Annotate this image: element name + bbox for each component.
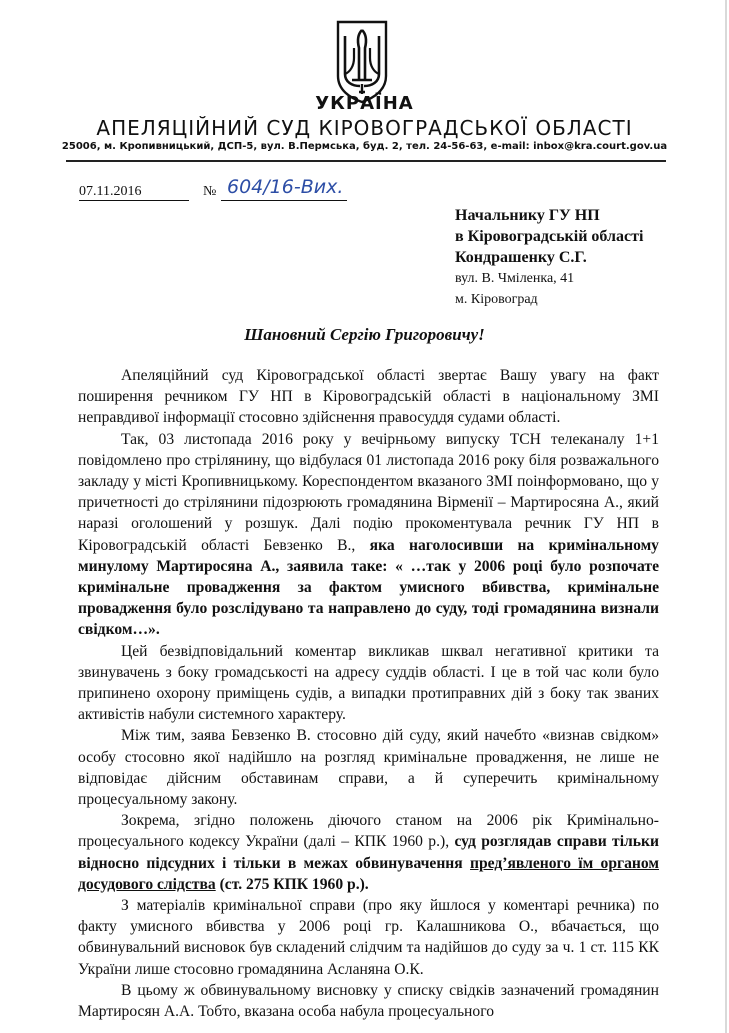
addressee-position: Начальнику ГУ НП	[455, 207, 600, 224]
addressee-region: в Кіровоградській області	[455, 228, 644, 245]
addressee-street: вул. В. Чміленка, 41	[455, 271, 575, 286]
body-paragraph-3: Цей безвідповідальний коментар викликав шквал негативної критики та звинувачень з боку громадськості на адресу суддів області. І це в той час коли було припинено охорону приміщень судів, а випадки протиправних дій з боку так званих активістів набули системного характеру.	[78, 642, 659, 724]
body-paragraph-7: В цьому ж обвинувальному висновку у списку свідків зазначений громадянин Мартиросян А.А. Тобто, вказана особа набула процесуального	[78, 981, 659, 1021]
addressee-block	[455, 205, 643, 310]
body-paragraph-2-text: Так, 03 листопада 2016 року у вечірньому випуску ТСН телеканалу 1+1 повідомлено про стрілянину, що відбулася 01 листопада 2016 року біля розважального закладу у місті Кропивницькому. Кореспондентом вказаного ЗМІ поінформовано, що у причетності до стрілянини підозрюють громадянина Вірменії – Мартиросяна А., який наразі оголошений у розшук. Далі подію прокоментувала речник ГУ НП в Кіровоградській області Бевзенко В.,	[78, 430, 659, 554]
body-paragraph-2-bold: яка наголосивши на кримінальному минулому Мартиросяна А., заявила таке: « …так у 2006 році було розпочате кримінальне провадження за фактом умисного вбивства, кримінальне провадження було розслідувано та направлено до суду, тоді громадянина визнали свідком…».	[78, 536, 659, 639]
addressee-city: м. Кіровоград	[455, 292, 538, 307]
trident-coat-of-arms-icon	[332, 18, 392, 104]
addressee-name: Кондрашенку С.Г.	[455, 249, 587, 266]
letter-body	[78, 365, 659, 1022]
body-paragraph-2	[78, 429, 659, 641]
body-paragraph-5-text: Зокрема, згідно положень діючого станом на 2006 рік Кримінально-процесуального кодексу України (далі – КПК 1960 р.),	[78, 812, 659, 851]
body-paragraph-6: З матеріалів кримінальної справи (про яку йшлося у коментарі речника) по факту умисного вбивства у 2006 році гр. Калашникова О., вбачається, що обвинувальний висновок був складений слідчим та надійшов до суду за ч. 1 ст. 115 КК України лише стосовно громадянина Асланяна О.К.	[78, 897, 659, 978]
header-divider	[66, 160, 666, 162]
body-paragraph-5	[78, 810, 659, 895]
body-paragraph-5-bold: суд розглядав справи тільки відносно підсудних і тільки в межах обвинувачення	[78, 833, 659, 872]
body-paragraph-4: Між тим, заява Бевзенко В. стосовно дій суду, який начебто «визнав свідком» особу стосовно якої надійшло на розгляд кримінальне провадження, не лише не відповідає дійсним обставинам справи, а й суперечить кримінальному процесуальному закону.	[78, 727, 659, 809]
page-edge-shadow	[725, 0, 727, 1033]
header-court-name: АПЕЛЯЦІЙНИЙ СУД КІРОВОГРАДСЬКОЇ ОБЛАСТІ	[96, 116, 633, 140]
header-country: УКРАЇНА	[315, 93, 414, 114]
header-contact-address: 25006, м. Кропивницький, ДСП-5, вул. В.Пермська, буд. 2, тел. 24-56-63, e-mail: inbox@kra.court.gov.ua	[61, 141, 668, 152]
salutation: Шановний Сергію Григоровичу!	[244, 325, 485, 344]
body-paragraph-5-bold-citation: (ст. 275 КПК 1960 р.).	[215, 875, 369, 893]
registration-number-label: №	[203, 184, 217, 199]
body-paragraph-1: Апеляційний суд Кіровоградської області звертає Вашу увагу на факт поширення речником ГУ НП в Кіровоградській області в національному ЗМІ неправдивої інформації стосовно здійснення правосуддя судами області.	[78, 367, 659, 427]
registration-number-handwritten: 604/16-Вих.	[227, 176, 344, 198]
registration-date: 07.11.2016	[79, 184, 189, 201]
body-paragraph-5-bold-underlined: пред’явленого їм органом досудового слідства	[78, 854, 659, 893]
